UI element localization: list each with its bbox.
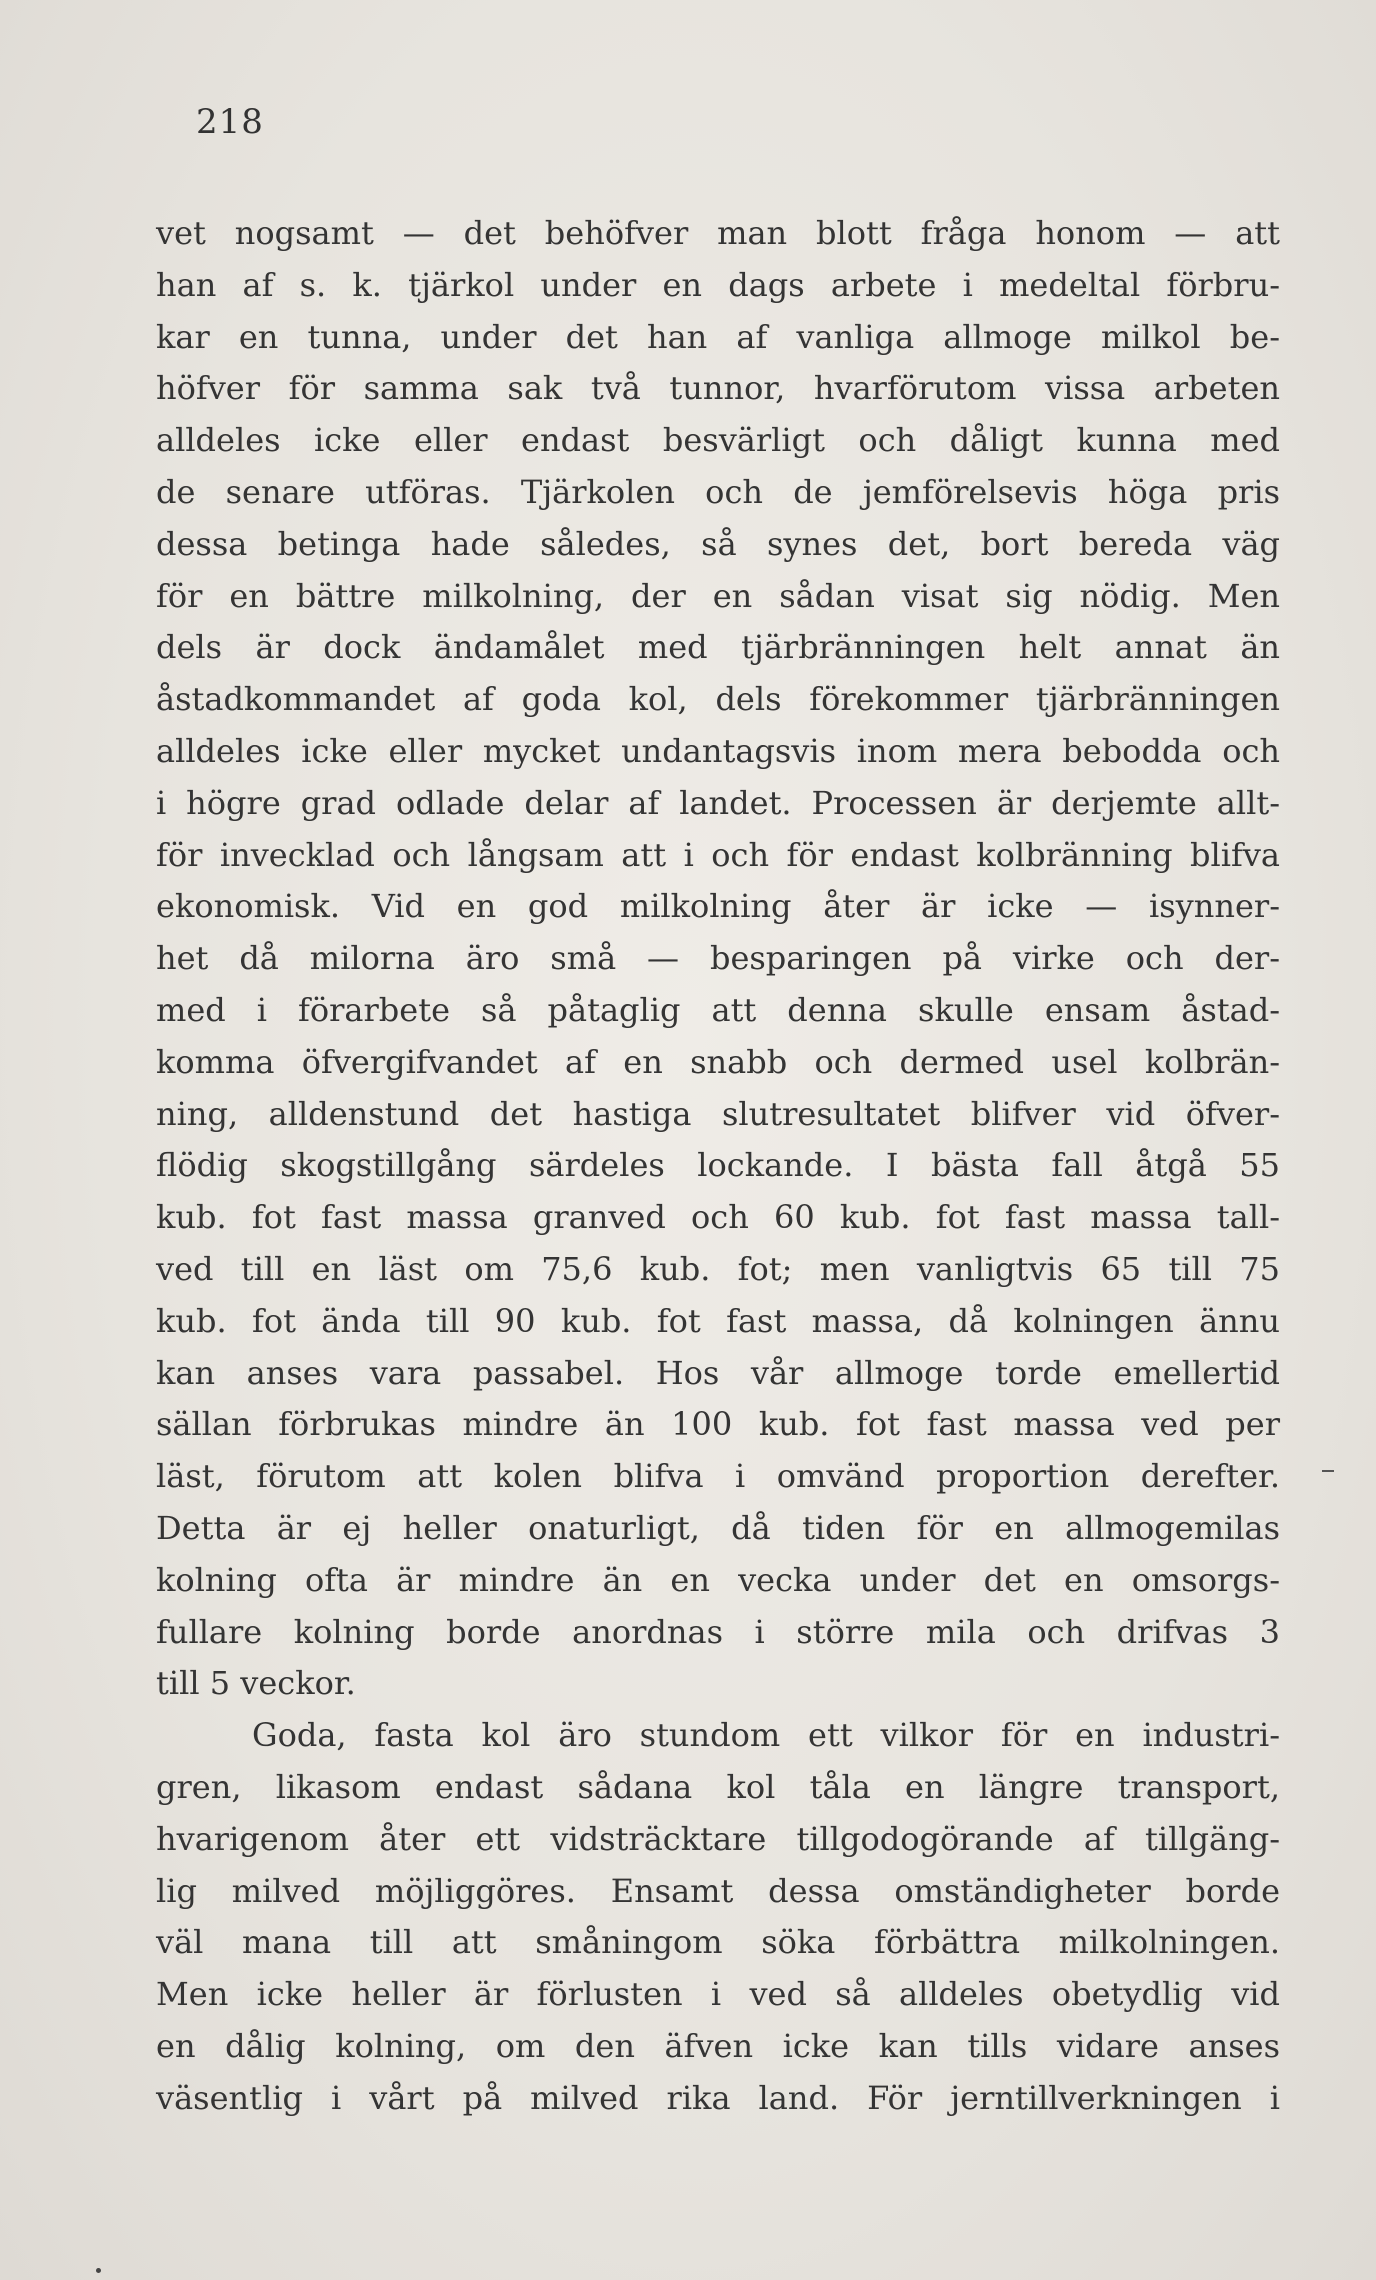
text-line: åstadkommandet af goda kol, dels förekommer tjärbränningen bbox=[156, 680, 1280, 719]
text-line: dels är dock ändamålet med tjärbränningen helt annat än bbox=[156, 628, 1280, 667]
text-line: flödig skogstillgång särdeles lockande. I bästa fall åtgå 55 bbox=[156, 1146, 1280, 1185]
text-line: ved till en läst om 75,6 kub. fot; men vanligtvis 65 till 75 bbox=[156, 1249, 1280, 1288]
text-line: dessa betinga hade således, så synes det, bort bereda väg bbox=[156, 524, 1280, 563]
text-line: ning, alldenstund det hastiga slutresultatet blifver vid öfver- bbox=[156, 1094, 1280, 1133]
text-line: ekonomisk. Vid en god milkolning åter är icke — isynner- bbox=[156, 887, 1280, 926]
text-line: till 5 veckor. bbox=[156, 1664, 356, 1703]
text-line: lig milved möjliggöres. Ensamt dessa omständigheter borde bbox=[156, 1871, 1280, 1910]
text-line: Goda, fasta kol äro stundom ett vilkor för en industri- bbox=[252, 1716, 1280, 1755]
text-line: het då milorna äro små — besparingen på virke och der- bbox=[156, 939, 1280, 978]
text-line: fullare kolning borde anordnas i större mila och drifvas 3 bbox=[156, 1612, 1280, 1651]
text-line: läst, förutom att kolen blifva i omvänd proportion derefter. bbox=[156, 1457, 1280, 1496]
text-line: hvarigenom åter ett vidsträcktare tillgodogörande af tillgäng- bbox=[156, 1819, 1280, 1858]
text-line: kar en tunna, under det han af vanliga allmoge milkol be- bbox=[156, 317, 1280, 356]
text-line: väl mana till att småningom söka förbättra milkolningen. bbox=[156, 1923, 1280, 1962]
text-line: sällan förbrukas mindre än 100 kub. fot fast massa ved per bbox=[156, 1405, 1280, 1444]
margin-mark bbox=[1322, 1470, 1334, 1472]
paragraph-2 bbox=[156, 1710, 1280, 2124]
text-line: gren, likasom endast sådana kol tåla en längre transport, bbox=[156, 1767, 1280, 1806]
text-line: Detta är ej heller onaturligt, då tiden för en allmogemilas bbox=[156, 1508, 1280, 1547]
text-line: för en bättre milkolning, der en sådan visat sig nödig. Men bbox=[156, 576, 1280, 615]
text-line: med i förarbete så påtaglig att denna skulle ensam åstad- bbox=[156, 990, 1280, 1029]
text-line: alldeles icke eller endast besvärligt och dåligt kunna med bbox=[156, 421, 1280, 460]
text-line: kub. fot ända till 90 kub. fot fast massa, då kolningen ännu bbox=[156, 1301, 1280, 1340]
body-text bbox=[156, 208, 1280, 2124]
text-line: i högre grad odlade delar af landet. Processen är derjemte allt- bbox=[156, 783, 1280, 822]
text-line: kan anses vara passabel. Hos vår allmoge torde emellertid bbox=[156, 1353, 1280, 1392]
text-line: han af s. k. tjärkol under en dags arbete i medeltal förbru- bbox=[156, 265, 1280, 304]
text-line: vet nogsamt — det behöfver man blott fråga honom — att bbox=[156, 214, 1280, 252]
page-number: 218 bbox=[196, 102, 264, 142]
text-line: de senare utföras. Tjärkolen och de jemförelsevis höga pris bbox=[156, 472, 1280, 511]
text-line: för invecklad och långsam att i och för endast kolbränning blifva bbox=[156, 835, 1280, 874]
text-line: kub. fot fast massa granved och 60 kub. fot fast massa tall- bbox=[156, 1198, 1280, 1237]
text-line: väsentlig i vårt på milved rika land. För jerntillverkningen i bbox=[156, 2078, 1280, 2117]
paragraph-1 bbox=[156, 208, 1280, 1710]
text-line: Men icke heller är förlusten i ved så alldeles obetydlig vid bbox=[156, 1975, 1280, 2014]
text-line: komma öfvergifvandet af en snabb och dermed usel kolbrän- bbox=[156, 1042, 1280, 1081]
text-line: en dålig kolning, om den äfven icke kan tills vidare anses bbox=[156, 2026, 1280, 2065]
text-line: kolning ofta är mindre än en vecka under det en omsorgs- bbox=[156, 1560, 1280, 1599]
scan-speck bbox=[96, 2268, 101, 2273]
text-line: höfver för samma sak två tunnor, hvarförutom vissa arbeten bbox=[156, 369, 1280, 408]
text-line: alldeles icke eller mycket undantagsvis inom mera bebodda och bbox=[156, 731, 1280, 770]
